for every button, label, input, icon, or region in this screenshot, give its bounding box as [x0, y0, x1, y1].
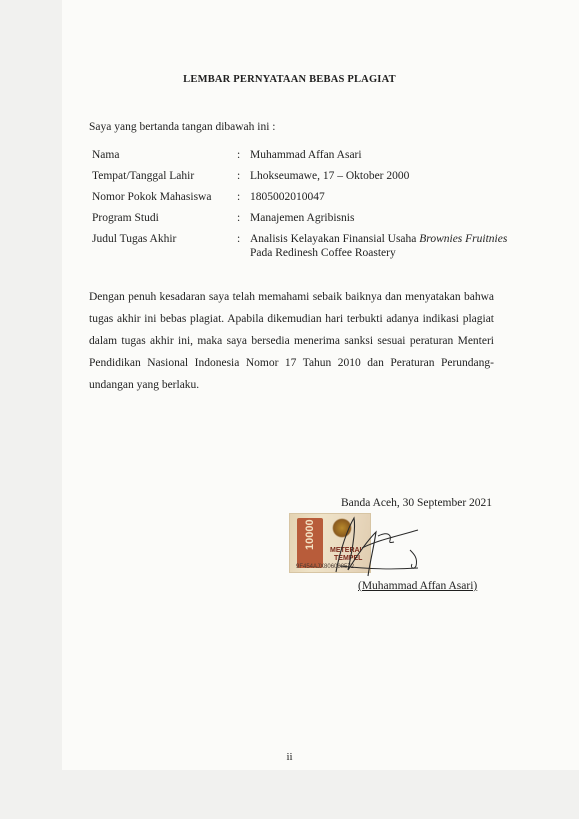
field-label: Tempat/Tanggal Lahir — [92, 170, 195, 182]
statement-paragraph: Dengan penuh kesadaran saya telah memahami sebaik baiknya dan menyatakan bahwa tugas akhir ini bebas plagiat. Apabila dikemudian hari terbukti adanya indikasi plagiat dalam tugas akhir ini, maka saya bersedia menerima sanksi sesuai peraturan Menteri Pendidikan Nasional Indonesia Nomor 17 Tahun 2010 dan Peraturan Perundang-undangan yang berlaku. — [89, 291, 494, 391]
page-number: ii — [286, 751, 293, 763]
field-colon: : — [237, 170, 241, 182]
field-row-thesis-title — [92, 232, 510, 260]
field-colon: : — [237, 191, 241, 203]
thesis-title-line2: Pada Redinesh Coffee Roastery — [250, 247, 396, 259]
stamp-value: 10000 — [304, 519, 316, 550]
document-title: LEMBAR PERNYATAAN BEBAS PLAGIAT — [183, 74, 396, 85]
field-value: Lhokseumawe, 17 – Oktober 2000 — [250, 170, 410, 182]
field-colon: : — [237, 149, 241, 161]
field-colon: : — [237, 212, 241, 224]
field-value-thesis — [250, 232, 510, 260]
field-row-program — [92, 211, 510, 232]
handwritten-signature — [318, 510, 438, 585]
field-row-npm — [92, 190, 510, 211]
field-value: Muhammad Affan Asari — [250, 149, 362, 161]
stamp-label-line1: METERAI — [330, 547, 362, 554]
field-label: Nama — [92, 149, 120, 161]
field-colon: : — [237, 233, 241, 245]
stamp-serial: 9F454AJX806088572 — [296, 564, 355, 570]
field-label: Program Studi — [92, 212, 159, 224]
field-row-birth — [92, 169, 510, 190]
field-label: Nomor Pokok Mahasiswa — [92, 191, 212, 203]
field-value: 1805002010047 — [250, 191, 325, 203]
thesis-title-italic: Brownies Fruitnies — [419, 233, 508, 245]
signatory-name: (Muhammad Affan Asari) — [358, 580, 478, 592]
field-label: Judul Tugas Akhir — [92, 233, 177, 245]
identity-table — [92, 148, 510, 260]
thesis-title-part1: Analisis Kelayakan Finansial Usaha — [250, 233, 417, 245]
stamp-label-line2: TEMPEL — [334, 555, 363, 562]
intro-text: Saya yang bertanda tangan dibawah ini : — [89, 121, 276, 133]
place-date: Banda Aceh, 30 September 2021 — [341, 497, 493, 509]
field-row-name — [92, 148, 510, 169]
field-value: Manajemen Agribisnis — [250, 212, 355, 224]
